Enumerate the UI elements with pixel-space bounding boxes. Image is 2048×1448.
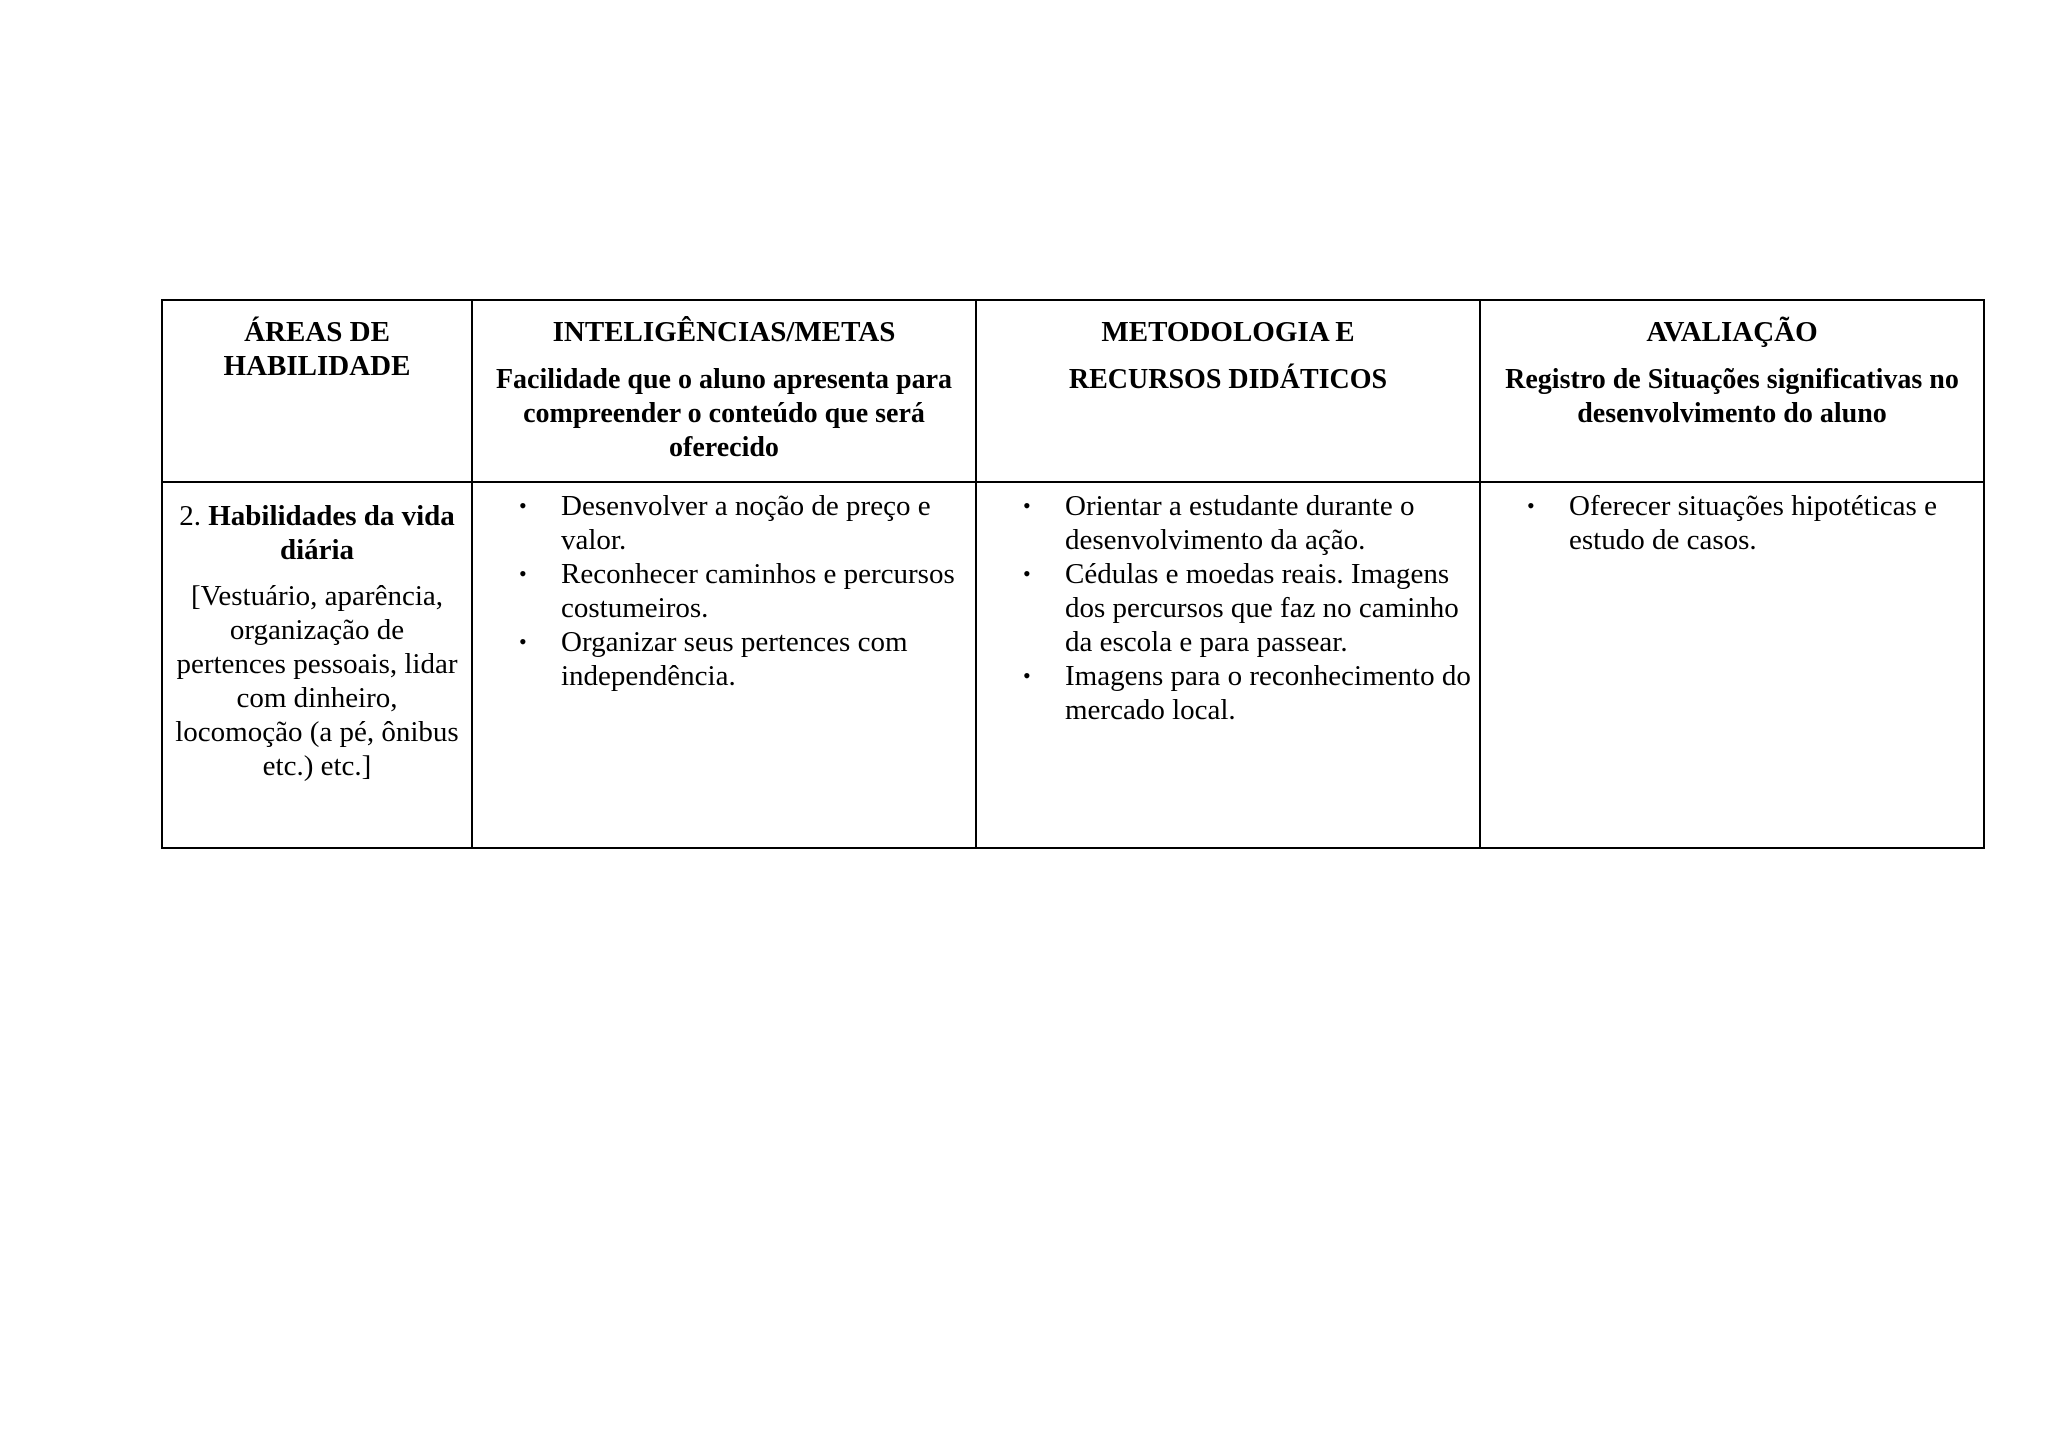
header-metodologia-subtitle: RECURSOS DIDÁTICOS — [1068, 364, 1388, 395]
list-item — [977, 659, 1471, 727]
list-item — [977, 557, 1471, 659]
list-item — [473, 489, 967, 557]
header-cell-avaliacao — [1480, 300, 1984, 482]
header-cell-areas — [162, 300, 472, 482]
header-avaliacao-subtitle: Registro de Situações significativas no desenvolvimento do aluno — [1505, 364, 1959, 429]
list-item-text: Desenvolver a noção de preço e valor. — [561, 490, 931, 556]
bullet-icon: • — [1023, 663, 1031, 688]
header-areas-title: ÁREAS DE HABILIDADE — [223, 316, 411, 382]
area-number: 2. — [179, 500, 201, 532]
table-row — [162, 482, 1984, 848]
list-item — [473, 557, 967, 625]
header-inteligencias-title: INTELIGÊNCIAS/METAS — [552, 316, 896, 348]
header-avaliacao-title: AVALIAÇÃO — [1646, 316, 1818, 348]
list-item-text: Cédulas e moedas reais. Imagens dos percursos que faz no caminho da escola e para passear. — [1065, 558, 1459, 658]
area-cell — [162, 482, 472, 848]
inteligencias-list — [473, 483, 975, 693]
area-name: Habilidades da vida diária — [208, 500, 455, 566]
header-inteligencias-subtitle: Facilidade que o aluno apresenta para compreender o conteúdo que será oferecido — [495, 364, 953, 463]
list-item — [473, 625, 967, 693]
header-metodologia-title: METODOLOGIA E — [1101, 316, 1355, 348]
bullet-icon: • — [519, 629, 527, 654]
avaliacao-list — [1481, 483, 1983, 557]
header-cell-inteligencias — [472, 300, 976, 482]
header-row — [162, 300, 1984, 482]
header-cell-metodologia — [976, 300, 1480, 482]
bullet-icon: • — [1527, 493, 1535, 518]
lesson-plan-table — [161, 299, 1985, 849]
area-description: [Vestuário, aparência, organização de pertences pessoais, lidar com dinheiro, locomoção (a pé, ônibus etc.) etc.] — [175, 580, 459, 782]
bullet-icon: • — [519, 493, 527, 518]
bullet-icon: • — [1023, 561, 1031, 586]
list-item — [977, 489, 1471, 557]
metodologia-list — [977, 483, 1479, 727]
list-item-text: Reconhecer caminhos e percursos costumeiros. — [561, 558, 955, 624]
list-item-text: Orientar a estudante durante o desenvolvimento da ação. — [1065, 490, 1415, 556]
bullet-icon: • — [519, 561, 527, 586]
list-item-text: Organizar seus pertences com independência. — [561, 626, 908, 692]
list-item-text: Imagens para o reconhecimento do mercado local. — [1065, 660, 1471, 726]
metodologia-cell — [976, 482, 1480, 848]
list-item-text: Oferecer situações hipotéticas e estudo de casos. — [1569, 490, 1937, 556]
avaliacao-cell — [1480, 482, 1984, 848]
list-item — [1481, 489, 1975, 557]
bullet-icon: • — [1023, 493, 1031, 518]
inteligencias-cell — [472, 482, 976, 848]
area-heading — [175, 499, 459, 567]
